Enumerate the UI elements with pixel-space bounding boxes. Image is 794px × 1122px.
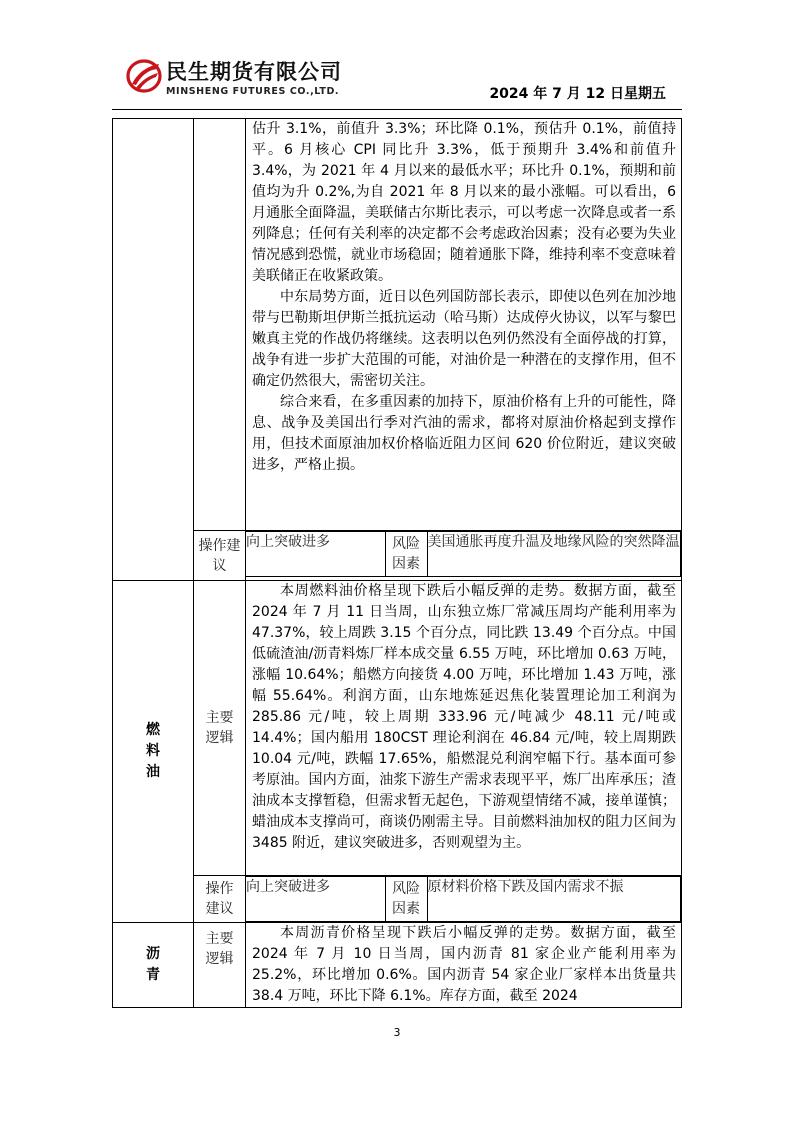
crude-op-value: 向上突破进多 xyxy=(246,532,385,577)
crude-section-cell xyxy=(113,119,194,581)
crude-advice-cell xyxy=(246,531,682,581)
crude-logic-row xyxy=(113,119,682,531)
asphalt-section-label: 沥青 xyxy=(113,923,194,1008)
crude-advice-row xyxy=(113,531,682,581)
crude-op-label: 操作建议 xyxy=(194,531,246,581)
company-logo xyxy=(126,56,366,100)
fuel-advice-inner xyxy=(246,876,681,922)
asphalt-logic-row xyxy=(113,923,682,1008)
logo-english-name: MINSHENG FUTURES CO.,LTD. xyxy=(166,86,340,97)
crude-advice-inner xyxy=(246,531,681,577)
fuel-advice-row xyxy=(113,876,682,923)
fuel-op-label: 操作建议 xyxy=(194,876,246,923)
commodity-table xyxy=(112,118,682,1008)
asphalt-logic-text: 本周沥青价格呈现下跌后小幅反弹的走势。数据方面，截至 2024 年 7 月 10 日当周，国内沥青 81 家企业产能利用率为 25.2%，环比增加 0.6%。国内沥青 54 家企业厂家样本出货量共 38.4 万吨，环比下降 6.1%。库存方面，截至 2024 xyxy=(246,923,682,1008)
crude-paragraph: 估升 3.1%，前值升 3.3%；环比降 0.1%，预估升 0.1%，前值持平。6 月核心 CPI 同比升 3.3%，低于预期升 3.4%和前值升 3.4%，为 2021 年 4 月以来的最低水平；环比升 0.1%，预期和前值均为升 0.2%,为自 2021 年 8 月以来的最小涨幅。可以看出，6 月通胀全面降温，美联储古尔斯比表示，可以考虑一次降息或者一系列降息；任何有关利率的决定都不会考虑政治因素；没有必要为失业情况感到恐慌，就业市场稳固；随着通胀下降，维持利率不变意味着美联储正在收紧政策。 xyxy=(252,121,676,284)
crude-risk-value: 美国通胀再度升温及地缘风险的突然降温 xyxy=(427,532,681,577)
report-date: 2024 年 7 月 12 日星期五 xyxy=(489,86,666,102)
fuel-logic-label: 主要逻辑 xyxy=(194,581,246,876)
asphalt-logic-label: 主要逻辑 xyxy=(194,923,246,1008)
logo-chinese-name: 民生期货有限公司 xyxy=(166,60,342,84)
fuel-section-label: 燃料油 xyxy=(113,581,194,923)
fuel-risk-value: 原材料价格下跌及国内需求不振 xyxy=(427,877,681,922)
fuel-logic-row xyxy=(113,581,682,876)
minsheng-logo-icon xyxy=(126,58,162,94)
crude-paragraph: 中东局势方面，近日以色列国防部长表示，即使以色列在加沙地带与巴勒斯坦伊斯兰抵抗运动（哈马斯）达成停火协议，以军与黎巴嫩真主党的作战仍将继续。这表明以色列仍然没有全面停战的打算，战争有进一步扩大范围的可能，对油价是一种潜在的支撑作用，但不确定仍然很大，需密切关注。 xyxy=(252,289,676,389)
header-rule xyxy=(112,109,682,110)
crude-logic-text xyxy=(246,119,682,531)
crude-paragraph: 综合来看，在多重因素的加持下，原油价格有上升的可能性，降息、战争及美国出行季对汽油的需求，都将对原油价格起到支撑作用，但技术面原油加权价格临近阻力区间 620 价位附近，建议突破进多，严格止损。 xyxy=(252,394,676,473)
fuel-op-value: 向上突破进多 xyxy=(246,877,385,922)
crude-logic-label-cell xyxy=(194,119,246,531)
page-header xyxy=(0,0,794,118)
fuel-risk-label: 风险因素 xyxy=(385,877,427,922)
fuel-advice-cell xyxy=(246,876,682,923)
crude-risk-label: 风险因素 xyxy=(385,532,427,577)
fuel-logic-text: 本周燃料油价格呈现下跌后小幅反弹的走势。数据方面，截至 2024 年 7 月 11 日当周，山东独立炼厂常减压周均产能利用率为 47.37%，较上周跌 3.15 个百分点，同比跌 13.49 个百分点。中国低硫渣油/沥青料炼厂样本成交量 6.55 万吨，环比增加 0.63 万吨，涨幅 10.64%；船燃方向接货 4.00 万吨，环比增加 1.43 万吨，涨幅 55.64%。利润方面，山东地炼延迟焦化装置理论加工利润为 285.86 元/吨，较上周期 333.96 元/吨减少 48.11 元/吨或 14.4%；国内船用 180CST 理论利润在 46.84 元/吨，较上周期跌 10.04 元/吨，跌幅 17.65%，船燃混兑利润窄幅下行。基本面可参考原油。国内方面，油浆下游生产需求表现平平，炼厂出库承压；渣油成本支撑暂稳，但需求暂无起色，下游观望情绪不减，接单谨慎；蜡油成本支撑尚可，商谈仍刚需主导。目前燃料油加权的阻力区间为 3485 附近，建议突破进多，否则观望为主。 xyxy=(246,581,682,876)
page-number: 3 xyxy=(393,1026,401,1039)
